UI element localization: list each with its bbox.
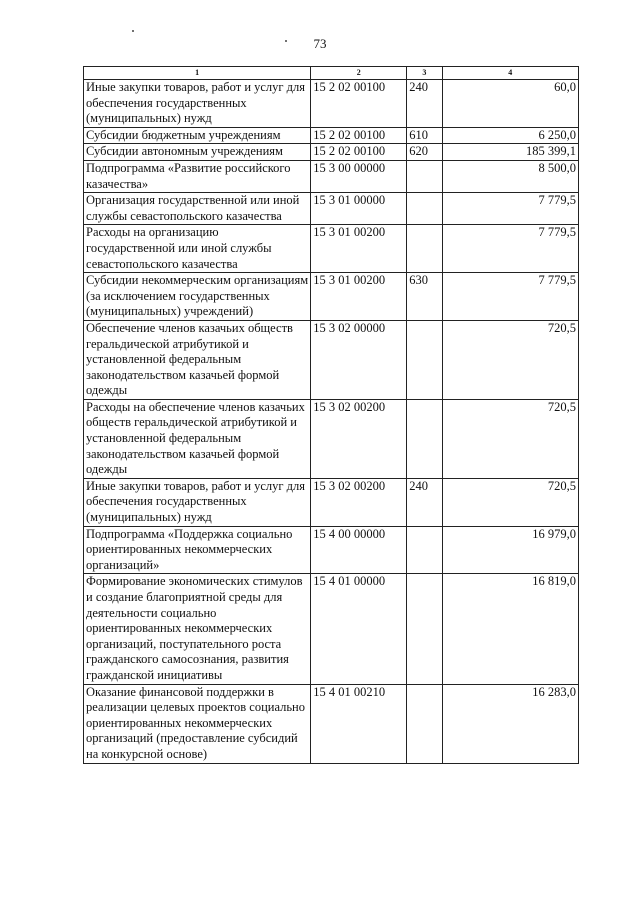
- page-number: 73: [313, 36, 327, 51]
- row-name: Организация государственной или иной службы севастопольского казачества: [84, 193, 311, 225]
- table-row: [84, 526, 579, 574]
- row-code: 15 3 01 00200: [311, 273, 407, 321]
- budget-table: [83, 66, 579, 764]
- row-expense-type: 620: [407, 144, 442, 161]
- row-name: Иные закупки товаров, работ и услуг для обеспечения государственных (муниципальных) нужд: [84, 80, 311, 128]
- row-amount: 60,0: [442, 80, 578, 128]
- row-name: Подпрограмма «Поддержка социально ориентированных некоммерческих организаций»: [84, 526, 311, 574]
- table-row: [84, 574, 579, 684]
- table-row: [84, 478, 579, 526]
- row-name: Субсидии бюджетным учреждениям: [84, 127, 311, 144]
- row-expense-type: 610: [407, 127, 442, 144]
- row-code: 15 3 02 00200: [311, 478, 407, 526]
- row-name: Иные закупки товаров, работ и услуг для обеспечения государственных (муниципальных) нужд: [84, 478, 311, 526]
- row-expense-type: [407, 574, 442, 684]
- table-row: [84, 684, 579, 763]
- row-name: Обеспечение членов казачьих обществ геральдической атрибутикой и установленной федеральным законодательством казачьей формой одежды: [84, 320, 311, 399]
- row-amount: 7 779,5: [442, 225, 578, 273]
- row-code: 15 2 02 00100: [311, 80, 407, 128]
- table-row: [84, 320, 579, 399]
- row-name: Субсидии автономным учреждениям: [84, 144, 311, 161]
- row-name: Оказание финансовой поддержки в реализации целевых проектов социально ориентированных некоммерческих организаций (предоставление субсидий на конкурсной основе): [84, 684, 311, 763]
- row-amount: 720,5: [442, 399, 578, 478]
- table-row: [84, 127, 579, 144]
- row-expense-type: [407, 684, 442, 763]
- table-row: [84, 144, 579, 161]
- row-amount: 8 500,0: [442, 160, 578, 192]
- row-amount: 185 399,1: [442, 144, 578, 161]
- row-expense-type: [407, 193, 442, 225]
- table-row: [84, 273, 579, 321]
- row-expense-type: 240: [407, 80, 442, 128]
- row-amount: 7 779,5: [442, 193, 578, 225]
- column-header: 4: [442, 67, 578, 80]
- table-row: [84, 80, 579, 128]
- table-row: [84, 160, 579, 192]
- row-amount: 16 819,0: [442, 574, 578, 684]
- column-header: 2: [311, 67, 407, 80]
- table-row: [84, 399, 579, 478]
- row-code: 15 3 00 00000: [311, 160, 407, 192]
- row-name: Расходы на обеспечение членов казачьих обществ геральдической атрибутикой и установленной федеральным законодательством казачьей формой одежды: [84, 399, 311, 478]
- column-header: 3: [407, 67, 442, 80]
- row-code: 15 2 02 00100: [311, 127, 407, 144]
- row-amount: 7 779,5: [442, 273, 578, 321]
- row-expense-type: [407, 320, 442, 399]
- row-amount: 16 283,0: [442, 684, 578, 763]
- row-expense-type: [407, 225, 442, 273]
- row-amount: 16 979,0: [442, 526, 578, 574]
- row-code: 15 4 01 00000: [311, 574, 407, 684]
- row-amount: 6 250,0: [442, 127, 578, 144]
- row-code: 15 3 02 00000: [311, 320, 407, 399]
- row-expense-type: 630: [407, 273, 442, 321]
- row-expense-type: 240: [407, 478, 442, 526]
- table-header-row: [84, 67, 579, 80]
- row-code: 15 2 02 00100: [311, 144, 407, 161]
- row-code: 15 3 01 00000: [311, 193, 407, 225]
- table-row: [84, 193, 579, 225]
- column-header: 1: [84, 67, 311, 80]
- row-name: Субсидии некоммерческим организациям (за исключением государственных (муниципальных) учреждений): [84, 273, 311, 321]
- scan-speck: [132, 30, 134, 32]
- row-amount: 720,5: [442, 320, 578, 399]
- row-name: Подпрограмма «Развитие российского казачества»: [84, 160, 311, 192]
- row-name: Расходы на организацию государственной или иной службы севастопольского казачества: [84, 225, 311, 273]
- table-row: [84, 225, 579, 273]
- row-name: Формирование экономических стимулов и создание благоприятной среды для деятельности социально ориентированных некоммерческих организаций, поступательного роста гражданского самосознания, развития гражданской инициативы: [84, 574, 311, 684]
- row-code: 15 4 00 00000: [311, 526, 407, 574]
- row-code: 15 3 02 00200: [311, 399, 407, 478]
- row-code: 15 3 01 00200: [311, 225, 407, 273]
- row-code: 15 4 01 00210: [311, 684, 407, 763]
- row-expense-type: [407, 160, 442, 192]
- row-expense-type: [407, 526, 442, 574]
- row-expense-type: [407, 399, 442, 478]
- row-amount: 720,5: [442, 478, 578, 526]
